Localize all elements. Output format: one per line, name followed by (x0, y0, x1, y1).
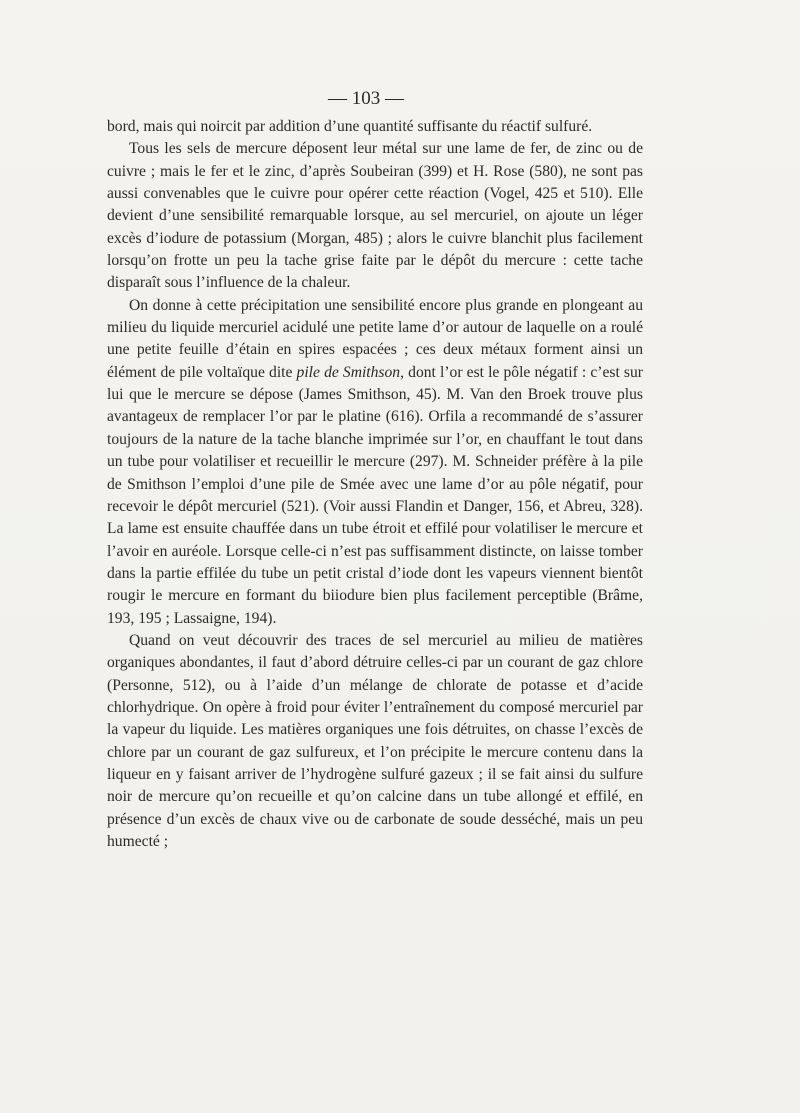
paragraph-2: Tous les sels de mercure déposent leur métal sur une lame de fer, de zinc ou de cuivre ; mais le fer et le zinc, d’après Soubeiran (399) et H. Rose (580), ne sont pas aussi convenables que le cuivre pour opérer cette réaction (Vogel, 425 et 510). Elle devient d’une sensibilité remarquable lorsque, au sel mercuriel, on ajoute un léger excès d’iodure de potassium (Morgan, 485) ; alors le cuivre blanchit plus facilement lorsqu’on frotte un peu la tache grise faite par le dépôt du mercure : cette tache disparaît sous l’influence de la chaleur. (107, 140, 643, 292)
page-number: — 103 — (328, 88, 404, 109)
body-text (107, 116, 643, 853)
paragraph-3 (107, 295, 643, 630)
paragraph-3-italic-term: pile de Smithson (296, 363, 401, 381)
paragraph-3-text-start: On donne à cette précipitation une sensibilité encore plus grande en plongeant au milieu du liquide mercuriel acidulé une petite lame d’or autour de laquelle on a roulé une petite feuille d’étain en spires espacées ; ces deux métaux forment ainsi un élément de pile voltaïque dite (107, 296, 643, 381)
paragraph-4: Quand on veut découvrir des traces de sel mercuriel au milieu de matières organiques abondantes, il faut d’abord détruire celles-ci par un courant de gaz chlore (Personne, 512), ou à l’aide d’un mélange de chlorate de potasse et d’acide chlorhydrique. On opère à froid pour éviter l’entraînement du composé mercuriel par la vapeur du liquide. Les matières organiques une fois détruites, on chasse l’excès de chlore par un courant de gaz sulfureux, et l’on précipite le mercure contenu dans la liqueur en y faisant arriver de l’hydrogène sulfuré gazeux ; il se fait ainsi du sulfure noir de mercure qu’on recueille et qu’on calcine dans un tube allongé et effilé, en présence d’un excès de chaux vive ou de carbonate de soude desséché, mais un peu humecté ; (107, 631, 643, 850)
paragraph-3-text-end: , dont l’or est le pôle négatif : c’est sur lui que le mercure se dépose (James Smithson, 45). M. Van den Broek trouve plus avantageux de remplacer l’or par le platine (616). Orfila a recommandé de s’assurer toujours de la nature de la tache blanche imprimée sur l’or, en chauffant le tout dans un tube pour volatiliser et recueillir le mercure (297). M. Schneider préfère à la pile de Smithson l’emploi d’une pile de Smée avec une lame d’or au pôle négatif, pour recevoir le dépôt mercuriel (521). (Voir aussi Flandin et Danger, 156, et Abreu, 328). La lame est ensuite chauffée dans un tube étroit et effilé pour volatiliser le mercure et l’avoir en auréole. Lorsque celle-ci n’est pas suffisamment distincte, on laisse tomber dans la partie effilée du tube un petit cristal d’iode dont les vapeurs viennent bientôt rougir le mercure en formant du biiodure bien plus facilement perceptible (Brâme, 193, 195 ; Lassaigne, 194). (107, 363, 643, 627)
paragraph-1: bord, mais qui noircit par addition d’une quantité suffisante du réactif sulfuré. (107, 118, 593, 135)
